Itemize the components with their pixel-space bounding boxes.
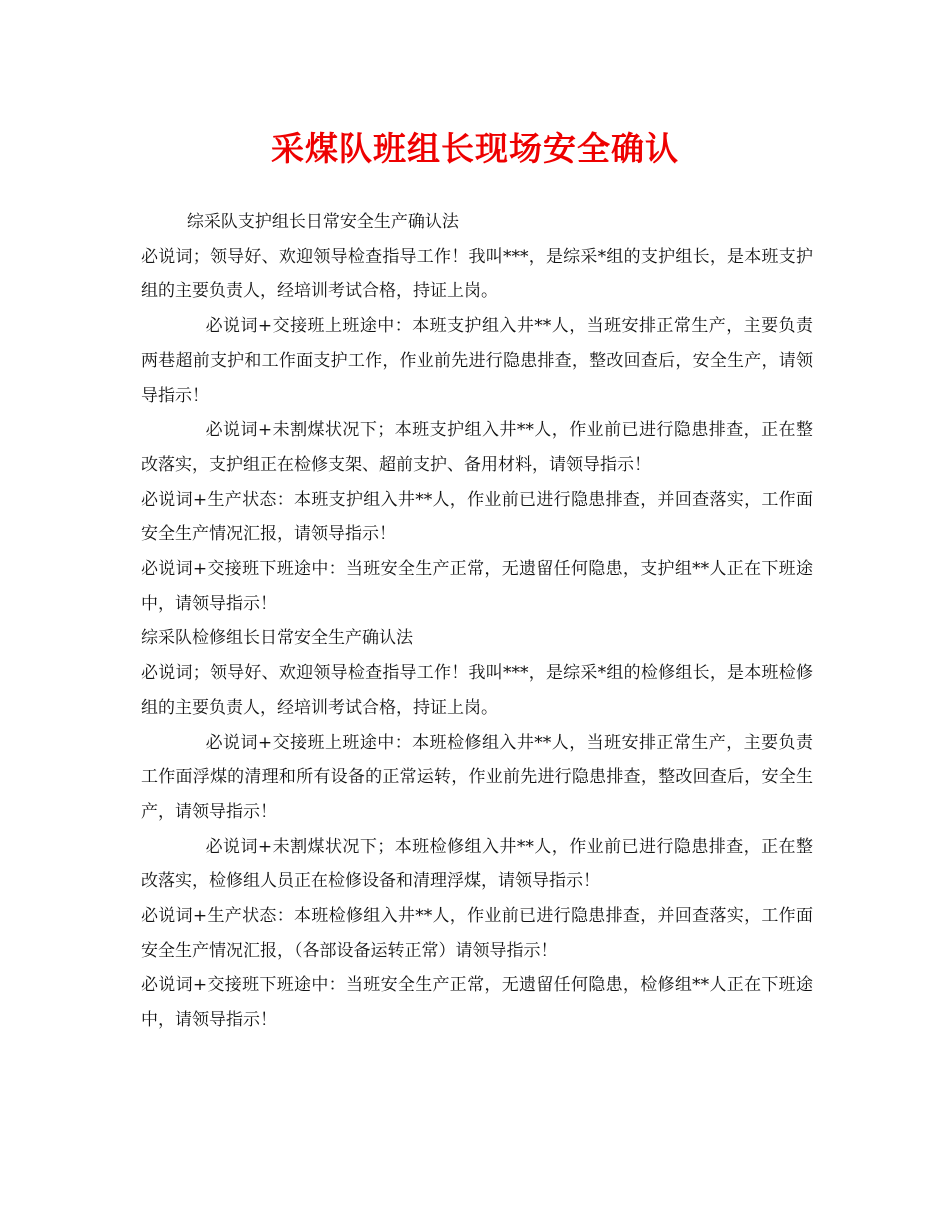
section-heading-maintenance: 综采队检修组长日常安全生产确认法 [141, 628, 413, 649]
document-title: 采煤队班组长现场安全确认 [271, 129, 679, 168]
paragraph: 必说词+生产状态：本班支护组入井**人，作业前已进行隐患排查，并回查落实，工作面安全生产情况汇报，请领导指示！ [141, 489, 813, 545]
paragraph: 必说词+未割煤状况下；本班检修组入井**人，作业前已进行隐患排查，正在整改落实，检修组人员正在检修设备和清理浮煤，请领导指示！ [141, 836, 813, 892]
document-body [141, 205, 813, 1038]
paragraph: 必说词+交接班上班途中：本班检修组入井**人，当班安排正常生产，主要负责工作面浮煤的清理和所有设备的正常运转，作业前先进行隐患排查，整改回查后，安全生产，请领导指示！ [141, 732, 813, 822]
section-heading-support: 综采队支护组长日常安全生产确认法 [186, 212, 459, 232]
paragraph: 必说词+交接班下班途中：当班安全生产正常，无遗留任何隐患，支护组**人正在下班途中，请领导指示！ [141, 559, 813, 614]
paragraph: 必说词+生产状态：本班检修组入井**人，作业前已进行隐患排查，并回查落实，工作面安全生产情况汇报，（各部设备运转正常）请领导指示！ [141, 906, 813, 961]
paragraph: 必说词+交接班上班途中：本班支护组入井**人，当班安排正常生产，主要负责两巷超前支护和工作面支护工作，作业前先进行隐患排查，整改回查后，安全生产，请领导指示！ [141, 316, 813, 406]
paragraph: 必说词+未割煤状况下；本班支护组入井**人，作业前已进行隐患排查，正在整改落实，支护组正在检修支架、超前支护、备用材料，请领导指示！ [141, 420, 813, 475]
paragraph: 必说词；领导好、欢迎领导检查指导工作！我叫***，是综采*组的检修组长，是本班检修组的主要负责人，经培训考试合格，持证上岗。 [141, 663, 813, 718]
paragraph: 必说词+交接班下班途中：当班安全生产正常，无遗留任何隐患，检修组**人正在下班途中，请领导指示！ [141, 975, 813, 1031]
paragraph: 必说词；领导好、欢迎领导检查指导工作！我叫***，是综采*组的支护组长，是本班支护组的主要负责人，经培训考试合格，持证上岗。 [141, 246, 813, 302]
